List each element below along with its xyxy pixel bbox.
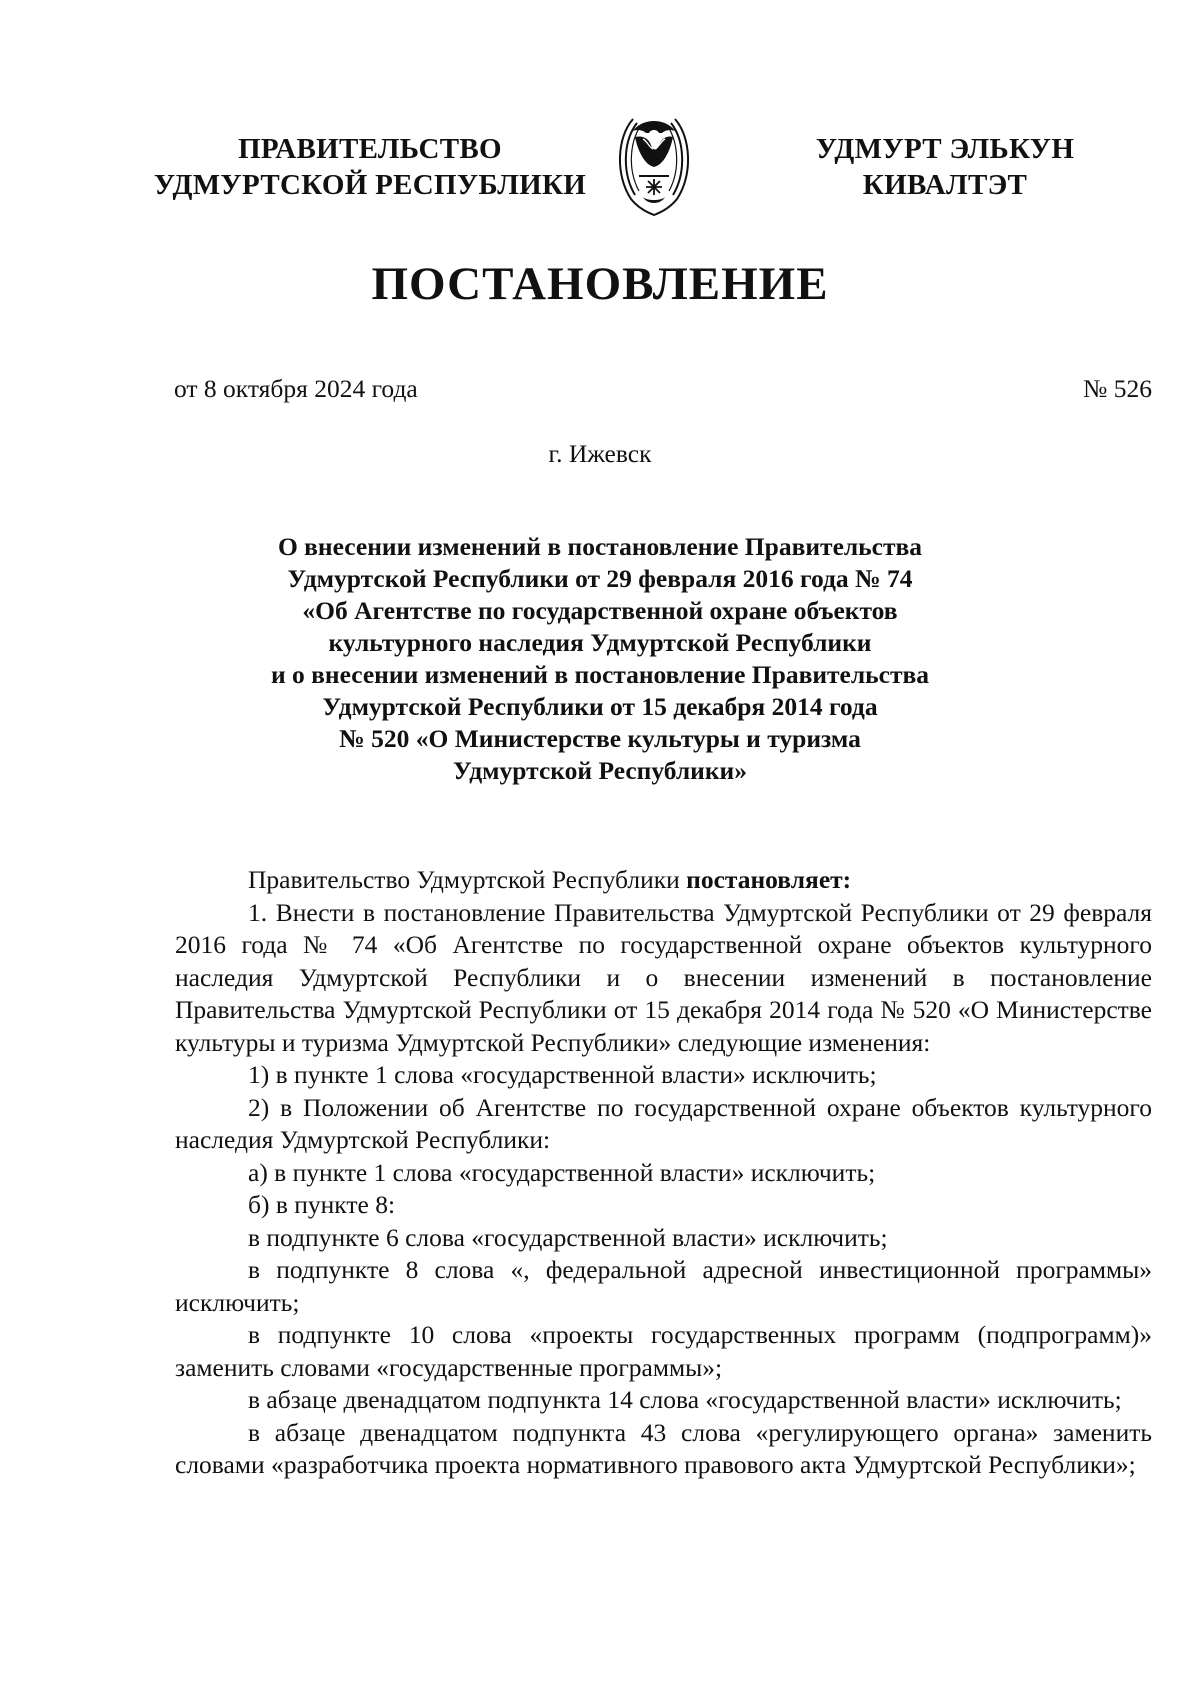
government-name-udmurt-line-1: УДМУРТ ЭЛЬКУН: [815, 133, 1075, 165]
body-paragraph-10: в абзаце двенадцатом подпункта 43 слова «регулирующего органа» заменить словами «разработчика проекта нормативного правового акта Удмуртской Республики»;: [175, 1417, 1152, 1479]
body-paragraph-3: 2) в Положении об Агентстве по государственной охране объектов культурного наследия Удмуртской Республики:: [175, 1092, 1152, 1154]
body-intro-bold: постановляет:: [686, 865, 852, 894]
title-line: и о внесении изменений в постановление Правительства: [270, 660, 930, 689]
title-line: № 520 «О Министерстве культуры и туризма: [339, 724, 861, 753]
document-city: г. Ижевск: [548, 439, 652, 468]
title-line: Удмуртской Республики от 29 февраля 2016 года № 74: [287, 564, 913, 593]
title-line: «Об Агентстве по государственной охране объектов: [302, 596, 898, 625]
government-name-line-1: ПРАВИТЕЛЬСТВО: [238, 133, 502, 165]
document-type-heading: ПОСТАНОВЛЕНИЕ: [371, 258, 829, 310]
document-body: [175, 864, 1152, 1482]
body-paragraph-8: в подпункте 10 слова «проекты государственных программ (подпрограмм)» заменить словами «государственные программы»;: [175, 1320, 1152, 1382]
body-paragraph-5: б) в пункте 8:: [248, 1190, 396, 1219]
title-line: Удмуртской Республики»: [453, 756, 747, 785]
body-paragraph-1: 1. Внести в постановление Правительства Удмуртской Республики от 29 февраля 2016 года № 74 «Об Агентстве по государственной охране объектов культурного наследия Удмуртской Республики и о внесении изменений в постановление Правительства Удмуртской Республики от 15 декабря 2014 года № 520 «О Министерстве культуры и туризма Удмуртской Республики» следующие изменения:: [175, 897, 1152, 1057]
udmurt-coat-of-arms-icon: [613, 113, 695, 217]
body-intro-text: Правительство Удмуртской Республики: [248, 865, 687, 894]
document-number: № 526: [1083, 374, 1152, 403]
government-name-udmurt: [795, 131, 1095, 203]
body-paragraph-9: в абзаце двенадцатом подпункта 14 слова «государственной власти» исключить;: [248, 1385, 1122, 1414]
government-name-russian: [150, 131, 590, 203]
government-name-line-2: УДМУРТСКОЙ РЕСПУБЛИКИ: [153, 169, 587, 201]
document-title: [0, 531, 1200, 787]
government-name-udmurt-line-2: КИВАЛТЭТ: [862, 169, 1028, 201]
body-paragraph-7: в подпункте 8 слова «, федеральной адресной инвестиционной программы» исключить;: [175, 1255, 1152, 1317]
title-line: культурного наследия Удмуртской Республики: [328, 628, 872, 657]
body-paragraph-4: а) в пункте 1 слова «государственной власти» исключить;: [248, 1157, 876, 1187]
body-paragraph-2: 1) в пункте 1 слова «государственной власти» исключить;: [248, 1060, 877, 1089]
title-line: Удмуртской Республики от 15 декабря 2014 года: [322, 692, 878, 721]
body-paragraph-6: в подпункте 6 слова «государственной власти» исключить;: [248, 1222, 888, 1252]
document-date: от 8 октября 2024 года: [174, 374, 418, 403]
title-line: О внесении изменений в постановление Правительства: [277, 532, 923, 561]
body-intro: [175, 864, 1152, 897]
